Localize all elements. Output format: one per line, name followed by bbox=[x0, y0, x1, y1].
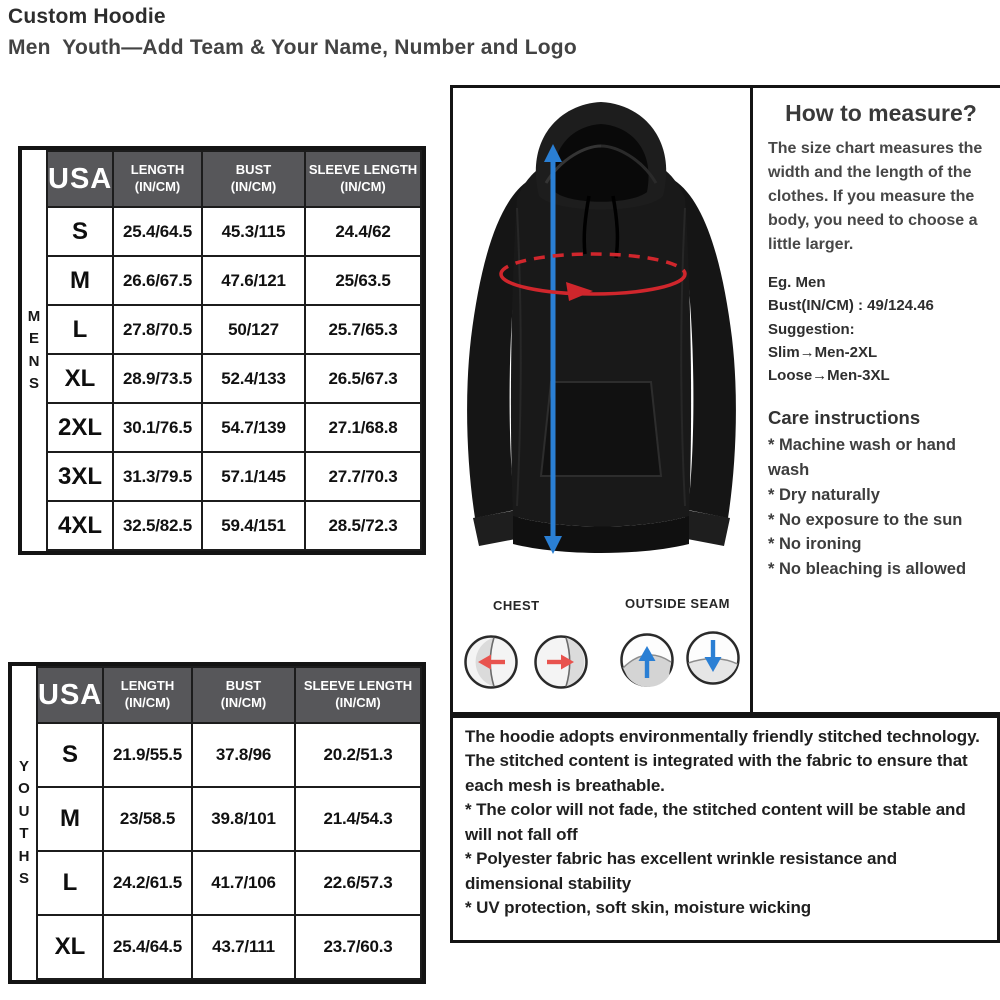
product-notes-box bbox=[450, 715, 1000, 943]
mens-size-table bbox=[18, 146, 426, 555]
mens-table bbox=[46, 150, 422, 551]
youths-group-label-column bbox=[12, 666, 36, 980]
table-header-row bbox=[47, 151, 421, 207]
product-note-bullet: * Polyester fabric has excellent wrinkle resistance and dimensional stability bbox=[465, 849, 897, 893]
outside-seam-label: OUTSIDE SEAM bbox=[625, 596, 730, 611]
column-header-length: LENGTH (IN/CM) bbox=[113, 151, 202, 207]
arrow-down-circle-icon bbox=[685, 630, 741, 686]
example-line: Loose→Men-3XL bbox=[768, 367, 890, 384]
care-item: * No bleaching is allowed bbox=[768, 560, 967, 578]
how-to-measure-intro: The size chart measures the width and the length of the clothes. If you measure the body, you need to choose a little larger. bbox=[768, 140, 983, 253]
hoodie-diagram-panel bbox=[450, 85, 753, 715]
page-subtitle: Men Youth—Add Team & Your Name, Number and Logo bbox=[8, 36, 577, 59]
arrow-right-circle-icon bbox=[533, 634, 589, 690]
youths-table bbox=[36, 666, 422, 980]
column-header-sleeve: SLEEVE LENGTH (IN/CM) bbox=[305, 151, 421, 207]
table-row: 2XL 30.1/76.5 54.7/139 27.1/68.8 bbox=[47, 403, 421, 452]
mens-group-label: MENS bbox=[27, 307, 41, 392]
product-notes-intro: The hoodie adopts environmentally friendly stitched technology. The stitched content is integrated with the fabric to ensure that each mesh is breathable. bbox=[465, 727, 980, 795]
care-instructions-heading: Care instructions bbox=[768, 407, 921, 429]
care-instructions-list bbox=[768, 433, 994, 582]
table-row: M 23/58.5 39.8/101 21.4/54.3 bbox=[37, 787, 421, 851]
table-row: S 21.9/55.5 37.8/96 20.2/51.3 bbox=[37, 723, 421, 787]
column-header-usa: USA bbox=[37, 667, 103, 723]
table-row: L 24.2/61.5 41.7/106 22.6/57.3 bbox=[37, 851, 421, 915]
table-row: XL 25.4/64.5 43.7/111 23.7/60.3 bbox=[37, 915, 421, 979]
table-row: 4XL 32.5/82.5 59.4/151 28.5/72.3 bbox=[47, 501, 421, 550]
column-header-sleeve: SLEEVE LENGTH (IN/CM) bbox=[295, 667, 421, 723]
column-header-bust: BUST (IN/CM) bbox=[192, 667, 295, 723]
mens-group-label-column bbox=[22, 150, 46, 551]
page-title: Custom Hoodie bbox=[8, 5, 166, 28]
youths-size-table bbox=[8, 662, 426, 984]
sizing-example-block bbox=[768, 271, 994, 387]
table-row: S 25.4/64.5 45.3/115 24.4/62 bbox=[47, 207, 421, 256]
example-line: Bust(IN/CM) : 49/124.46 bbox=[768, 297, 934, 315]
product-note-bullet: * UV protection, soft skin, moisture wicking bbox=[465, 898, 812, 918]
how-to-measure-heading: How to measure? bbox=[785, 100, 977, 126]
table-row: L 27.8/70.5 50/127 25.7/65.3 bbox=[47, 305, 421, 354]
example-line: Slim→Men-2XL bbox=[768, 343, 878, 361]
how-to-measure-panel bbox=[753, 85, 1000, 715]
table-row: 3XL 31.3/79.5 57.1/145 27.7/70.3 bbox=[47, 452, 421, 501]
chest-label: CHEST bbox=[493, 598, 540, 613]
table-row: M 26.6/67.5 47.6/121 25/63.5 bbox=[47, 256, 421, 305]
care-item: * No ironing bbox=[768, 535, 862, 554]
example-line: Suggestion: bbox=[768, 320, 855, 338]
column-header-bust: BUST (IN/CM) bbox=[202, 151, 305, 207]
table-header-row bbox=[37, 667, 421, 723]
hoodie-image bbox=[453, 90, 750, 590]
care-item: * Machine wash or hand wash bbox=[768, 436, 956, 479]
example-line: Eg. Men bbox=[768, 274, 826, 291]
table-row: XL 28.9/73.5 52.4/133 26.5/67.3 bbox=[47, 354, 421, 403]
youths-group-label: YOUTHS bbox=[18, 757, 30, 887]
column-header-length: LENGTH (IN/CM) bbox=[103, 667, 192, 723]
care-item: * Dry naturally bbox=[768, 485, 880, 504]
column-header-usa: USA bbox=[47, 151, 113, 207]
care-item: * No exposure to the sun bbox=[768, 510, 963, 529]
arrow-left-circle-icon bbox=[463, 634, 519, 690]
product-note-bullet: * The color will not fade, the stitched content will be stable and will not fall off bbox=[465, 800, 966, 844]
arrow-up-circle-icon bbox=[619, 632, 675, 688]
